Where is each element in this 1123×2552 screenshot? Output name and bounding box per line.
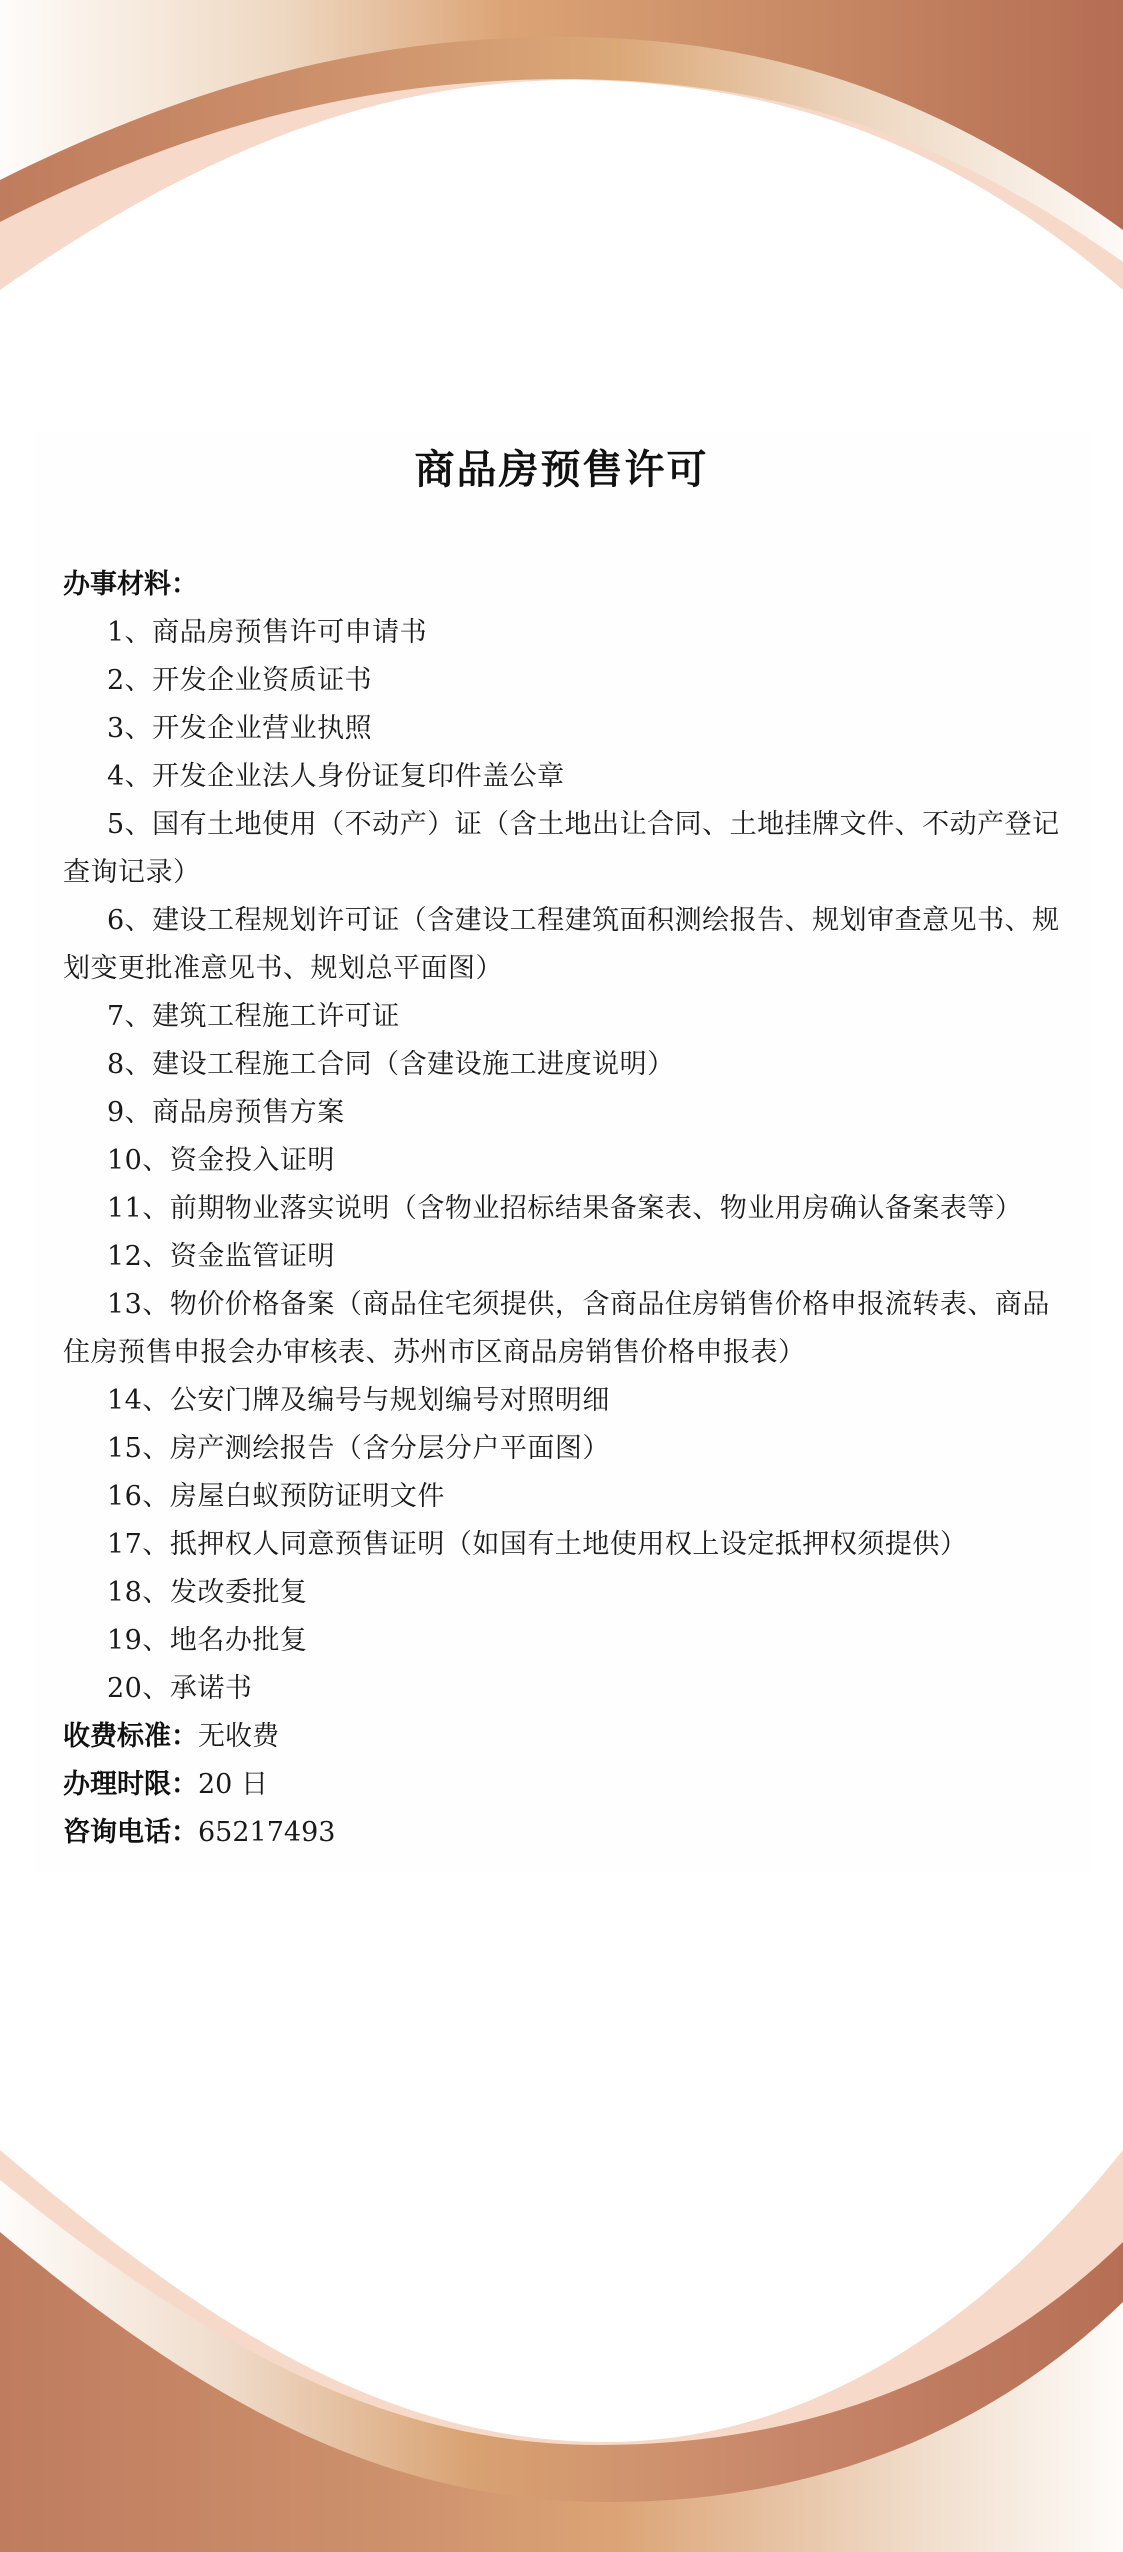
material-item-1: 1、商品房预售许可申请书	[107, 617, 428, 648]
material-item-18: 18、发改委批复	[107, 1577, 308, 1608]
material-item-17: 17、抵押权人同意预售证明（如国有土地使用权上设定抵押权须提供）	[107, 1529, 968, 1560]
material-item-11: 11、前期物业落实说明（含物业招标结果备案表、物业用房确认备案表等）	[107, 1193, 1023, 1224]
materials-heading: 办事材料：	[63, 569, 198, 600]
material-item-12: 12、资金监管证明	[107, 1241, 335, 1272]
material-item-3: 3、开发企业营业执照	[107, 713, 373, 744]
phone-row	[63, 1809, 1063, 1857]
material-item-2: 2、开发企业资质证书	[107, 665, 373, 696]
material-item-5: 5、国有土地使用（不动产）证（含土地出让合同、土地挂牌文件、不动产登记查询记录）	[63, 809, 1060, 888]
material-item-15: 15、房产测绘报告（含分层分户平面图）	[107, 1433, 610, 1464]
document-body	[63, 561, 1063, 1857]
material-item-9: 9、商品房预售方案	[107, 1097, 345, 1128]
material-item-13: 13、物价价格备案（商品住宅须提供，含商品住房销售价格申报流转表、商品住房预售申报会办审核表、苏州市区商品房销售价格申报表）	[63, 1289, 1050, 1368]
material-item-10: 10、资金投入证明	[107, 1145, 335, 1176]
material-item-7: 7、建筑工程施工许可证	[107, 1001, 400, 1032]
page-title: 商品房预售许可	[414, 447, 709, 493]
fee-row	[63, 1713, 1063, 1761]
material-item-19: 19、地名办批复	[107, 1625, 308, 1656]
time-limit-row	[63, 1761, 1063, 1809]
top-wave-decoration	[0, 0, 1123, 320]
time-limit-label: 办理时限：	[63, 1769, 198, 1800]
material-item-6: 6、建设工程规划许可证（含建设工程建筑面积测绘报告、规划审查意见书、规划变更批准意见书、规划总平面图）	[63, 905, 1060, 984]
material-item-8: 8、建设工程施工合同（含建设施工进度说明）	[107, 1049, 675, 1080]
fee-value: 无收费	[198, 1721, 279, 1752]
material-item-4: 4、开发企业法人身份证复印件盖公章	[107, 761, 565, 792]
phone-label: 咨询电话：	[63, 1817, 198, 1848]
material-item-16: 16、房屋白蚁预防证明文件	[107, 1481, 445, 1512]
fee-label: 收费标准：	[63, 1721, 198, 1752]
material-item-20: 20、承诺书	[107, 1673, 253, 1704]
material-item-14: 14、公安门牌及编号与规划编号对照明细	[107, 1385, 610, 1416]
bottom-wave-decoration	[0, 2100, 1123, 2552]
phone-value: 65217493	[198, 1817, 336, 1848]
time-limit-value: 20 日	[198, 1769, 268, 1800]
